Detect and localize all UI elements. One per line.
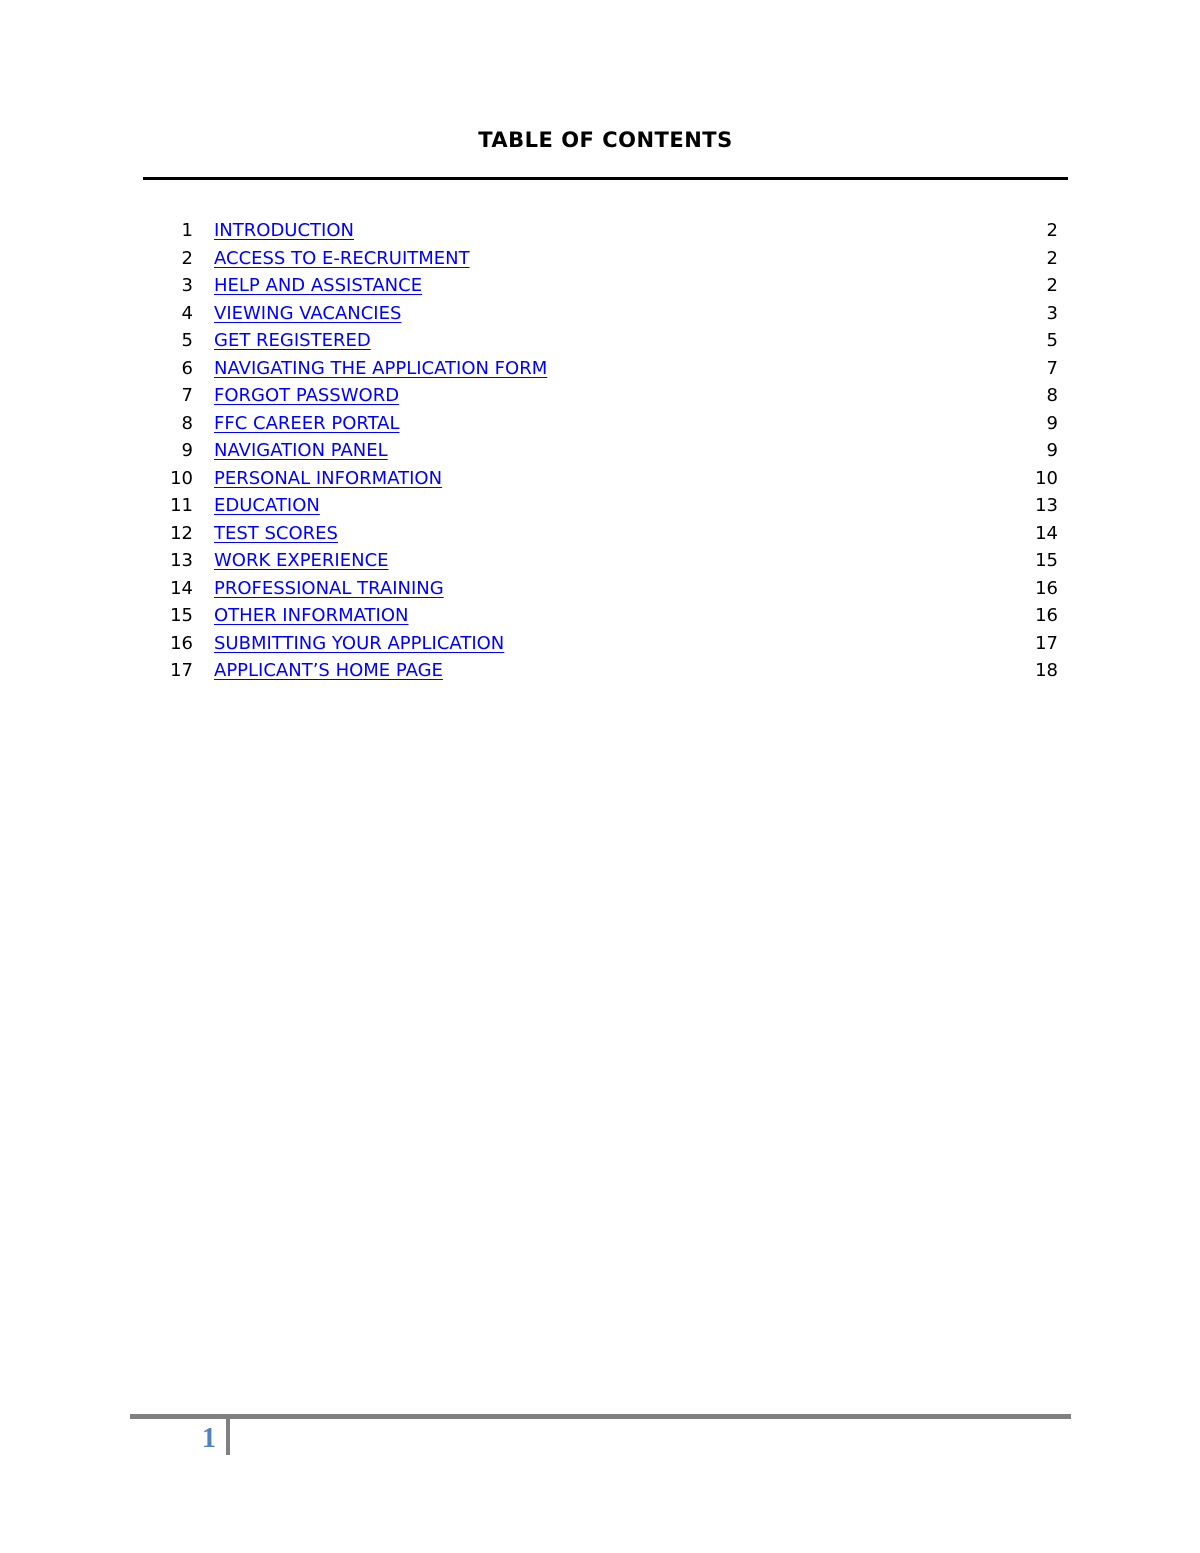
toc-entry-link[interactable]: FFC CAREER PORTAL <box>214 412 400 434</box>
toc-entry-link[interactable]: FORGOT PASSWORD <box>214 385 400 406</box>
toc-entry-link[interactable]: ACCESS TO E-RECRUITMENT <box>214 247 470 269</box>
toc-entry-page: 16 <box>1035 605 1058 626</box>
toc-entry-number: 15 <box>170 605 193 626</box>
toc-entry <box>143 520 1068 548</box>
toc-entry-number: 12 <box>170 522 193 544</box>
toc-entry-link[interactable]: APPLICANT’S HOME PAGE <box>214 660 443 681</box>
toc-entry-number: 9 <box>181 440 193 461</box>
toc-entry-number: 14 <box>170 577 193 599</box>
toc-entry-page: 13 <box>1035 495 1058 516</box>
toc-entry-number: 10 <box>170 467 193 489</box>
toc-entry <box>143 630 1068 658</box>
toc-entry-link[interactable]: TEST SCORES <box>214 522 338 544</box>
toc-list <box>143 217 1068 685</box>
toc-entry <box>143 547 1068 575</box>
toc-entry-page: 2 <box>1046 220 1058 241</box>
toc-entry-page: 17 <box>1035 632 1058 654</box>
toc-entry-link[interactable]: GET REGISTERED <box>214 330 371 351</box>
toc-entry-link[interactable]: OTHER INFORMATION <box>214 605 409 626</box>
toc-entry-number: 7 <box>181 385 193 406</box>
toc-entry <box>143 355 1068 383</box>
toc-entry-page: 9 <box>1046 412 1058 434</box>
toc-entry-link[interactable]: HELP AND ASSISTANCE <box>214 275 423 296</box>
toc-title: TABLE OF CONTENTS <box>478 128 733 152</box>
toc-entry-page: 10 <box>1035 467 1058 489</box>
toc-entry-link[interactable]: SUBMITTING YOUR APPLICATION <box>214 632 505 654</box>
toc-entry-link[interactable]: NAVIGATION PANEL <box>214 440 388 461</box>
toc-entry-number: 5 <box>181 330 193 351</box>
toc-entry-number: 13 <box>170 550 193 571</box>
toc-entry-number: 17 <box>170 660 193 681</box>
page-number: 1 <box>202 1423 216 1454</box>
toc-entry-link[interactable]: PROFESSIONAL TRAINING <box>214 577 444 599</box>
toc-entry-number: 4 <box>181 302 193 324</box>
toc-entry-page: 2 <box>1046 247 1058 269</box>
toc-entry-number: 6 <box>181 357 193 379</box>
toc-entry <box>143 492 1068 520</box>
toc-entry-link[interactable]: INTRODUCTION <box>214 220 354 241</box>
toc-entry-page: 7 <box>1046 357 1058 379</box>
toc-entry-page: 8 <box>1046 385 1058 406</box>
toc-entry-number: 2 <box>181 247 193 269</box>
toc-entry <box>143 327 1068 355</box>
toc-entry-link[interactable]: PERSONAL INFORMATION <box>214 467 443 489</box>
toc-entry-page: 3 <box>1046 302 1058 324</box>
toc-entry <box>143 657 1068 685</box>
footer-vertical-bar <box>226 1414 230 1455</box>
toc-entry <box>143 382 1068 410</box>
toc-entry-page: 14 <box>1035 522 1058 544</box>
toc-entry-number: 16 <box>170 632 193 654</box>
toc-entry-number: 3 <box>181 275 193 296</box>
toc-entry <box>143 437 1068 465</box>
toc-entry-number: 8 <box>181 412 193 434</box>
toc-entry <box>143 217 1068 245</box>
title-divider <box>143 177 1068 180</box>
toc-entry <box>143 272 1068 300</box>
toc-entry <box>143 602 1068 630</box>
toc-entry <box>143 245 1068 273</box>
toc-entry-number: 11 <box>170 495 193 516</box>
toc-entry <box>143 410 1068 438</box>
toc-entry-link[interactable]: NAVIGATING THE APPLICATION FORM <box>214 357 548 379</box>
toc-entry-number: 1 <box>181 220 193 241</box>
toc-entry-page: 2 <box>1046 275 1058 296</box>
toc-entry-link[interactable]: VIEWING VACANCIES <box>214 302 402 324</box>
footer-divider <box>130 1414 1071 1419</box>
toc-entry <box>143 465 1068 493</box>
toc-entry-page: 15 <box>1035 550 1058 571</box>
toc-entry-page: 18 <box>1035 660 1058 681</box>
toc-entry <box>143 300 1068 328</box>
toc-entry-page: 16 <box>1035 577 1058 599</box>
toc-entry-page: 9 <box>1046 440 1058 461</box>
toc-entry-page: 5 <box>1046 330 1058 351</box>
toc-entry-link[interactable]: EDUCATION <box>214 495 320 516</box>
toc-entry-link[interactable]: WORK EXPERIENCE <box>214 550 389 571</box>
toc-entry <box>143 575 1068 603</box>
